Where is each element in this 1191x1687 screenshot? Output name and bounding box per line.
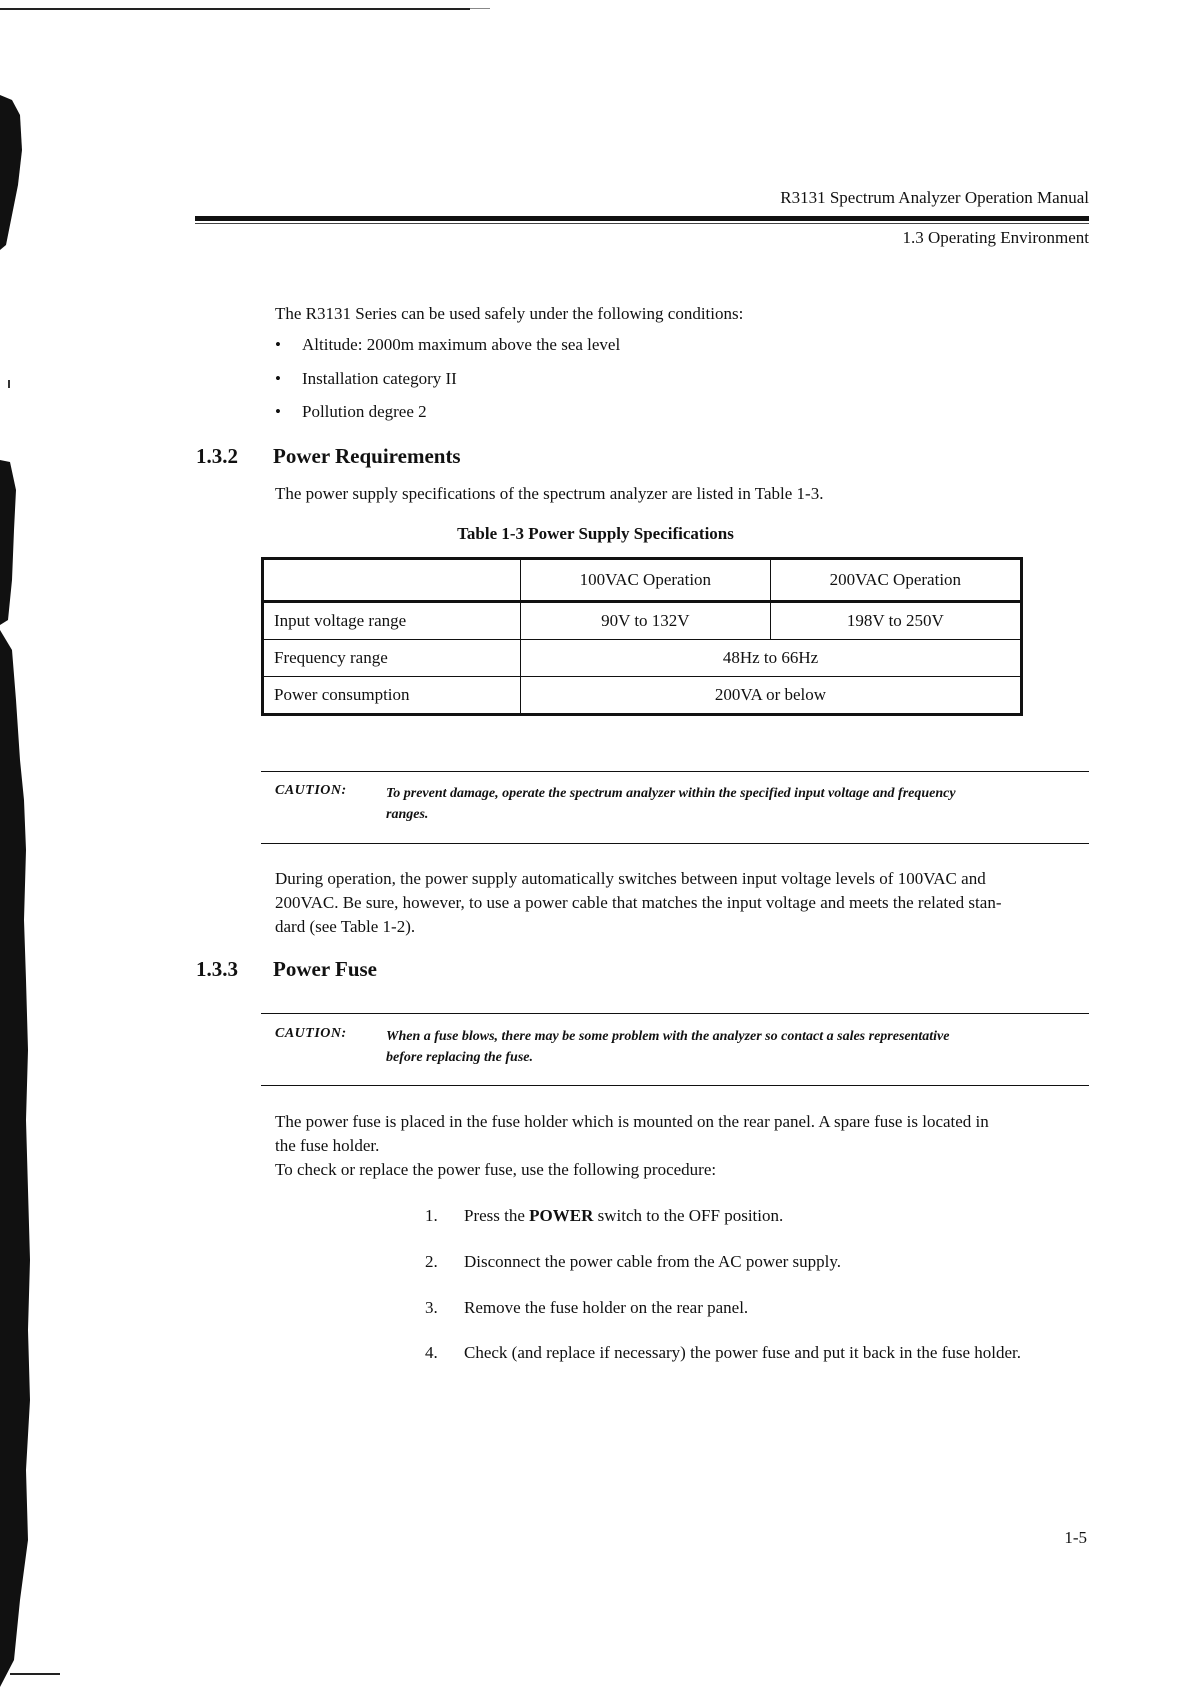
table-header-cell: 100VAC Operation xyxy=(521,559,771,602)
table-header-cell xyxy=(263,559,521,602)
bullet-icon: • xyxy=(275,335,281,354)
table-cell: 90V to 132V xyxy=(521,602,771,640)
table-row-label: Input voltage range xyxy=(263,602,521,640)
bullet-item: • Pollution degree 2 xyxy=(275,402,427,421)
table-cell: 198V to 250V xyxy=(770,602,1021,640)
table-cell: 200VA or below xyxy=(521,677,1022,715)
operation-paragraph: During operation, the power supply automatically switches between input voltage levels of 100VAC and 200VAC. Be sure, however, to use a power cable that matches the input voltage and meets the related stan- dard (see Table 1-2). xyxy=(275,869,1002,936)
step-number: 4. xyxy=(425,1343,438,1362)
fuse-paragraph: The power fuse is placed in the fuse holder which is mounted on the rear panel. A spare fuse is located in the fuse holder. To check or replace the power fuse, use the following procedure: xyxy=(275,1112,989,1179)
bullet-icon: • xyxy=(275,402,281,421)
caution-rule-bottom xyxy=(261,843,1089,844)
section-number: 1.3.2 xyxy=(196,444,238,468)
bullet-item: • Altitude: 2000m maximum above the sea level xyxy=(275,335,621,354)
running-header-title: R3131 Spectrum Analyzer Operation Manual xyxy=(780,188,1089,207)
scan-top-line-faint xyxy=(470,8,490,9)
caution-rule-bottom xyxy=(261,1085,1089,1086)
intro-paragraph: The R3131 Series can be used safely under the following conditions: xyxy=(275,304,744,323)
step-number: 1. xyxy=(425,1206,438,1225)
step-text: Disconnect the power cable from the AC power supply. xyxy=(464,1252,842,1271)
table-row-label: Power consumption xyxy=(263,677,521,715)
section-heading: Power Requirements xyxy=(273,444,461,468)
caution-text: To prevent damage, operate the spectrum analyzer within the specified input voltage and frequency ranges. xyxy=(386,786,956,822)
page-number: 1-5 xyxy=(1064,1528,1087,1547)
step-number: 3. xyxy=(425,1298,438,1317)
power-switch-name: POWER xyxy=(529,1206,594,1225)
bullet-item: • Installation category II xyxy=(275,369,457,388)
step-text: Remove the fuse holder on the rear panel. xyxy=(464,1298,749,1317)
caution-label: CAUTION: xyxy=(275,783,347,798)
table-row xyxy=(263,602,1022,640)
caution-rule-top xyxy=(261,771,1089,772)
scan-corner-mark xyxy=(10,1673,60,1675)
caution-rule-top xyxy=(261,1013,1089,1014)
scan-binding-edge xyxy=(0,0,70,1687)
section-heading: Power Fuse xyxy=(273,957,378,981)
header-rule xyxy=(195,216,1089,221)
caution-label: CAUTION: xyxy=(275,1026,347,1041)
step-text: Press the POWER switch to the OFF position. xyxy=(464,1206,784,1225)
running-header-section: 1.3 Operating Environment xyxy=(902,228,1089,247)
section-intro-paragraph: The power supply specifications of the spectrum analyzer are listed in Table 1-3. xyxy=(275,484,824,503)
bullet-icon: • xyxy=(275,369,281,388)
caution-text: When a fuse blows, there may be some problem with the analyzer so contact a sales representative before replacing the fuse. xyxy=(386,1029,950,1065)
table-cell: 48Hz to 66Hz xyxy=(521,640,1022,677)
table-header-cell: 200VAC Operation xyxy=(770,559,1021,602)
power-supply-table xyxy=(261,557,1023,716)
step-number: 2. xyxy=(425,1252,438,1271)
table-caption: Table 1-3 Power Supply Specifications xyxy=(457,524,734,543)
header-rule-thin xyxy=(195,223,1089,224)
table-header-row xyxy=(263,559,1022,602)
table-row xyxy=(263,640,1022,677)
scan-top-line xyxy=(0,8,470,10)
table-row-label: Frequency range xyxy=(263,640,521,677)
table-row xyxy=(263,677,1022,715)
section-number: 1.3.3 xyxy=(196,957,238,981)
step-text: Check (and replace if necessary) the power fuse and put it back in the fuse holder. xyxy=(464,1343,1022,1362)
